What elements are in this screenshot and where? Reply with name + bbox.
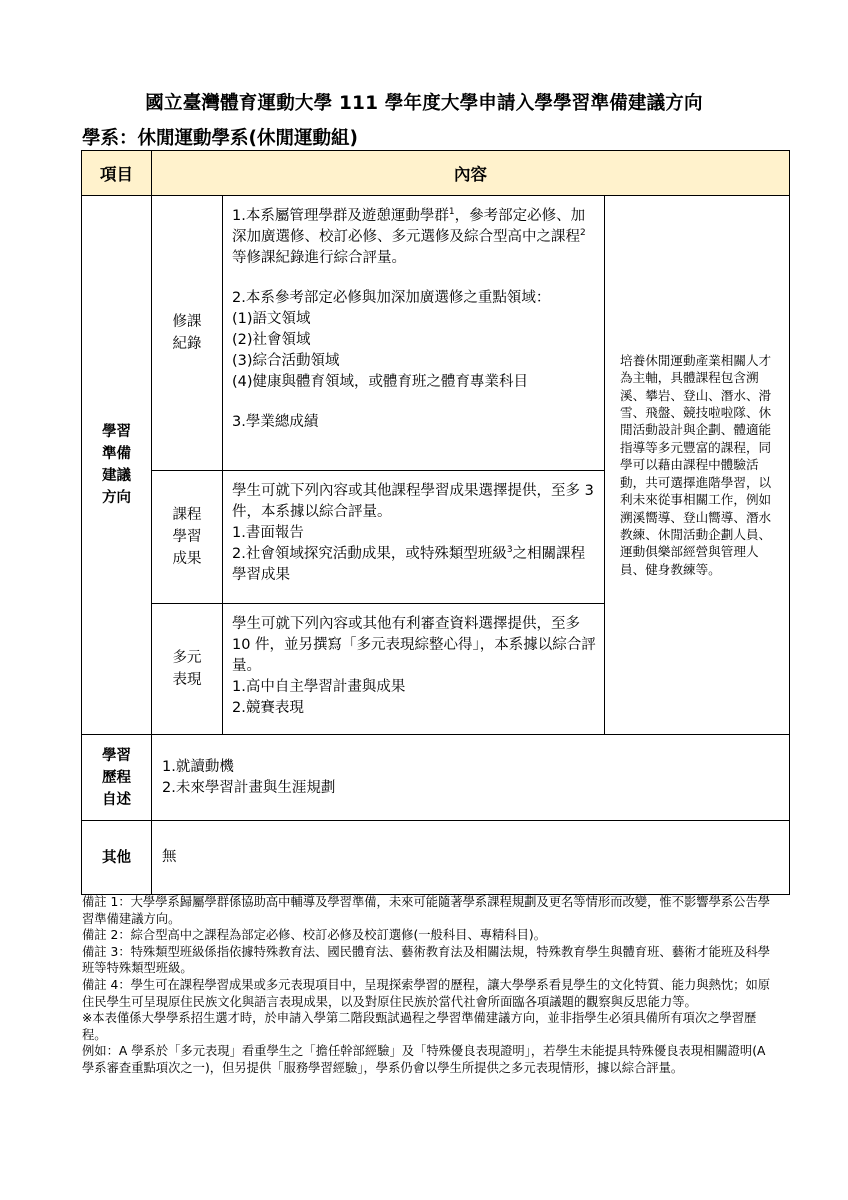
department-heading: 學系：休閒運動學系(休閒運動組): [82, 128, 358, 149]
page-title: 國立臺灣體育運動大學 111 學年度大學申請入學學習準備建議方向: [145, 93, 703, 114]
note-1: 備註 1：大學學系歸屬學群係協助高中輔導及學習準備，未來可能隨著學系課程規劃及更名等情形而改變，惟不影響學系公告學習準備建議方向。: [82, 895, 771, 926]
courses-label: 修課 紀錄: [152, 196, 223, 471]
side-note: 培養休閒運動產業相關人才為主軸，具體課程包含溯溪、攀岩、登山、潛水、滑雪、飛盤、競技啦啦隊、休閒活動設計與企劃、體適能指導等多元豐富的課程，同學可以藉由課程中體驗活動，共可選擇進階學習，以利未來從事相關工作，例如溯溪嚮導、登山嚮導、潛水教練、休閒活動企劃人員、運動俱樂部經營與管理人員、健身教練等。: [605, 196, 790, 735]
prep-direction-table: [81, 150, 790, 895]
header-item: 項目: [82, 151, 152, 196]
header-content: 內容: [152, 151, 790, 196]
note-disclaimer: ※本表僅係大學學系招生選才時，於申請入學第二階段甄試過程之學習準備建議方向，並非指學生必須具備所有項次之學習歷程。: [82, 1011, 757, 1042]
autobio-label: 學習 歷程 自述: [82, 735, 152, 821]
diverse-content: 學生可就下列內容或其他有利審查資料選擇提供，至多 10 件，並另撰寫「多元表現綜整心得」，本系據以綜合評量。 1.高中自主學習計畫與成果 2.競賽表現: [223, 604, 605, 735]
section-prep-label: 學習 準備 建議 方向: [82, 196, 152, 735]
note-3: 備註 3：特殊類型班級係指依據特殊教育法、國民體育法、藝術教育法及相關法規，特殊教育學生與體育班、藝術才能班及科學班等特殊類型班級。: [82, 944, 771, 976]
other-label: 其他: [82, 821, 152, 895]
autobio-content: 1.就讀動機 2.未來學習計畫與生涯規劃: [152, 735, 790, 821]
note-example: 例如：A 學系於「多元表現」看重學生之「擔任幹部經驗」及「特殊優良表現證明」，若學生未能提具特殊優良表現相關證明(A 學系審查重點項次之一)，但另提供「服務學習經驗」，學系仍會以學生所提供之多元表現情形，據以綜合評量。: [82, 1044, 766, 1075]
courses-content: 1.本系屬管理學群及遊憩運動學群$^1$，參考部定必修、加深加廣選修、校訂必修、多元選修及綜合型高中之課程$^2$等修課紀錄進行綜合評量。 2.本系參考部定必修與加深加廣選修之重點領域： (1)語文領域 (2)社會領域 (3)綜合活動領域 (4)健康與體育領域，或體育班之體育專業科目 3.學業總成績: [223, 196, 605, 471]
other-content: 無: [152, 821, 790, 895]
diverse-label: 多元 表現: [152, 604, 223, 735]
note-2: 備註 2：綜合型高中之課程為部定必修、校訂必修及校訂選修(一般科目、專精科目)。: [82, 928, 547, 943]
note-4: 備註 4：學生可在課程學習成果或多元表現項目中，呈現探索學習的歷程，讓大學學系看見學生的文化特質、能力與熱忱；如原住民學生可呈現原住民族文化與語言表現成果，以及對原住民族於當代社會所面臨各項議題的觀察與反思能力等。: [82, 977, 771, 1009]
notes: [82, 894, 772, 1077]
results-content: 學生可就下列內容或其他課程學習成果選擇提供，至多 3 件，本系據以綜合評量。 1.書面報告 2.社會領域探究活動成果，或特殊類型班級$^3$之相關課程學習成果: [223, 471, 605, 604]
results-label: 課程 學習 成果: [152, 471, 223, 604]
